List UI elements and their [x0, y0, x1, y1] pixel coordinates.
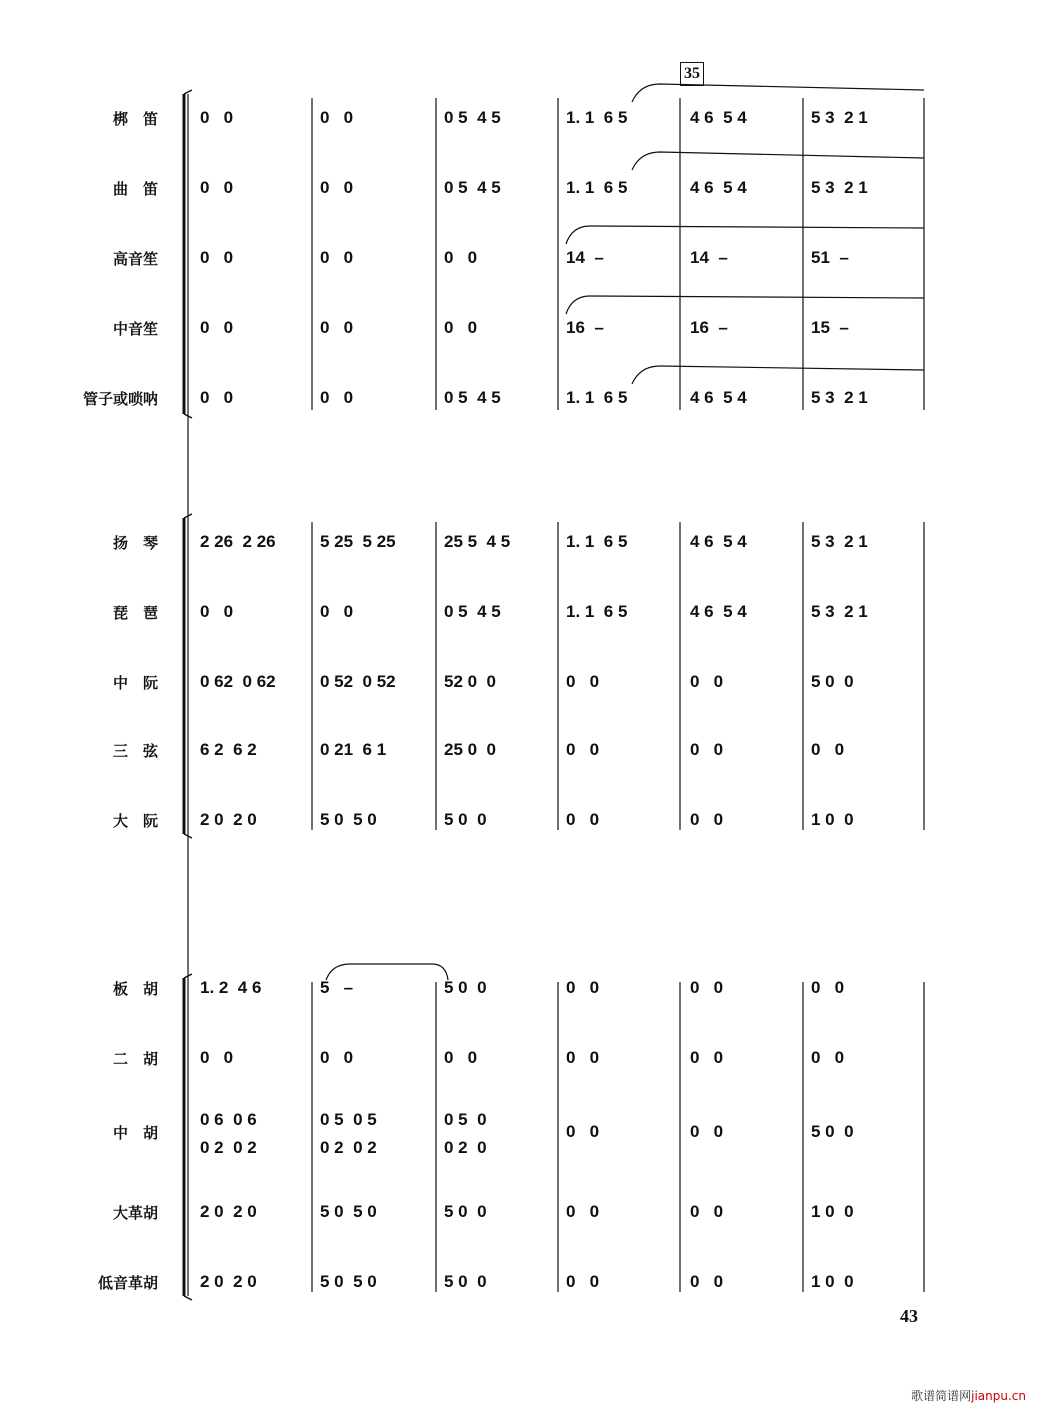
measure-cell: 1. 1 6 5 — [566, 108, 628, 127]
measure-cell: 0 0 — [320, 178, 354, 197]
measure-cell: 4 6 5 4 — [690, 108, 747, 127]
measure-cell: 0 21 6 1 — [320, 740, 387, 759]
measure-cell: 0 0 — [320, 108, 354, 127]
measure-cell: 0 0 — [200, 388, 234, 407]
measure-cell: 0 0 — [444, 318, 478, 337]
measure-cell: 0 0 — [690, 978, 724, 997]
measure-cell: 0 0 — [200, 1048, 234, 1067]
measure-cell: 6 2 6 2 — [200, 740, 257, 759]
measure-cell: 16 – — [566, 318, 604, 337]
bracket-hook — [184, 1296, 192, 1300]
measure-cell: 0 5 0 — [444, 1110, 487, 1129]
measure-cell: 0 0 — [690, 672, 724, 691]
measure-cell: 0 0 — [690, 810, 724, 829]
measure-cell: 0 0 — [811, 740, 845, 759]
instrument-label: 中音笙 — [112, 320, 158, 338]
instrument-label: 管子或唢呐 — [82, 390, 158, 408]
watermark-cn: 歌谱简谱网 — [911, 1389, 972, 1403]
measure-cell: 1. 1 6 5 — [566, 388, 628, 407]
measure-cell: 4 6 5 4 — [690, 532, 747, 551]
instrument-label: 大革胡 — [112, 1204, 158, 1222]
instrument-label: 扬 琴 — [112, 534, 158, 552]
measure-cell: 2 0 2 0 — [200, 1202, 257, 1221]
measure-cell: 2 26 2 26 — [200, 532, 276, 551]
measure-cell: 0 0 — [566, 740, 600, 759]
slur — [632, 366, 924, 384]
instrument-label: 大 阮 — [112, 812, 158, 830]
measure-cell: 1 0 0 — [811, 1272, 854, 1291]
measure-cell: 5 – — [320, 978, 354, 997]
measure-cell: 14 – — [566, 248, 604, 267]
measure-cell-lower: 0 2 0 2 — [200, 1138, 257, 1157]
instrument-label: 曲 笛 — [112, 180, 158, 198]
instrument-label: 板 胡 — [112, 980, 158, 998]
measure-cell: 5 0 5 0 — [320, 810, 377, 829]
measure-cell: 5 3 2 1 — [811, 178, 868, 197]
measure-cell: 0 5 0 5 — [320, 1110, 377, 1129]
measure-cell: 0 0 — [690, 1122, 724, 1141]
slur — [632, 84, 924, 102]
slur — [566, 296, 924, 314]
measure-cell: 0 0 — [320, 602, 354, 621]
measure-cell: 0 0 — [200, 248, 234, 267]
measure-cell: 0 0 — [690, 1048, 724, 1067]
measure-cell: 15 – — [811, 318, 849, 337]
measure-cell: 5 0 0 — [444, 1272, 487, 1291]
measure-cell-lower: 0 2 0 — [444, 1138, 487, 1157]
measure-cell: 0 0 — [811, 1048, 845, 1067]
measure-cell: 0 0 — [320, 248, 354, 267]
instrument-label: 琵 琶 — [112, 604, 158, 622]
measure-cell: 5 0 0 — [811, 672, 854, 691]
measure-cell: 5 3 2 1 — [811, 108, 868, 127]
measure-cell: 1 0 0 — [811, 1202, 854, 1221]
instrument-label: 低音革胡 — [97, 1274, 158, 1292]
instrument-label: 高音笙 — [112, 250, 158, 268]
measure-cell: 1 0 0 — [811, 810, 854, 829]
measure-cell: 0 6 0 6 — [200, 1110, 257, 1129]
measure-cell: 5 3 2 1 — [811, 602, 868, 621]
measure-cell: 5 3 2 1 — [811, 388, 868, 407]
measure-cell: 52 0 0 — [444, 672, 496, 691]
measure-cell: 0 0 — [566, 672, 600, 691]
slur — [632, 152, 924, 170]
measure-cell: 0 0 — [444, 1048, 478, 1067]
measure-cell: 0 0 — [566, 1202, 600, 1221]
measure-cell: 0 0 — [566, 1272, 600, 1291]
watermark-url: jianpu.cn — [971, 1389, 1026, 1403]
measure-cell: 0 62 0 62 — [200, 672, 276, 691]
measure-cell: 14 – — [690, 248, 728, 267]
measure-cell: 2 0 2 0 — [200, 810, 257, 829]
measure-cell: 0 0 — [566, 810, 600, 829]
measure-cell: 5 25 5 25 — [320, 532, 396, 551]
measure-cell: 0 0 — [566, 978, 600, 997]
measure-cell: 0 0 — [690, 1272, 724, 1291]
instrument-label: 梆 笛 — [112, 110, 158, 128]
bracket-hook — [184, 90, 192, 94]
watermark — [911, 1387, 1026, 1404]
measure-cell: 0 52 0 52 — [320, 672, 396, 691]
measure-cell: 5 0 0 — [811, 1122, 854, 1141]
measure-cell: 1. 1 6 5 — [566, 532, 628, 551]
measure-cell: 0 0 — [566, 1048, 600, 1067]
measure-cell: 0 0 — [566, 1122, 600, 1141]
measure-cell: 2 0 2 0 — [200, 1272, 257, 1291]
measure-cell: 0 0 — [320, 1048, 354, 1067]
instrument-label: 二 胡 — [112, 1050, 158, 1068]
measure-cell: 0 0 — [200, 178, 234, 197]
measure-cell: 5 0 0 — [444, 810, 487, 829]
instrument-label: 三 弦 — [112, 742, 158, 760]
measure-cell: 0 0 — [320, 318, 354, 337]
measure-cell: 0 0 — [690, 740, 724, 759]
measure-cell: 1. 1 6 5 — [566, 178, 628, 197]
measure-cell-lower: 0 2 0 2 — [320, 1138, 377, 1157]
measure-cell: 1. 2 4 6 — [200, 978, 262, 997]
rehearsal-mark: 35 — [680, 62, 704, 86]
measure-cell: 0 0 — [200, 602, 234, 621]
measure-cell: 0 5 4 5 — [444, 602, 501, 621]
measure-cell: 5 0 5 0 — [320, 1272, 377, 1291]
measure-cell: 16 – — [690, 318, 728, 337]
instrument-label: 中 胡 — [112, 1124, 158, 1142]
measure-cell: 0 5 4 5 — [444, 108, 501, 127]
page-number: 43 — [900, 1306, 918, 1326]
measure-cell: 0 5 4 5 — [444, 388, 501, 407]
measure-cell: 25 5 4 5 — [444, 532, 511, 551]
measure-cell: 5 0 0 — [444, 1202, 487, 1221]
measure-cell: 4 6 5 4 — [690, 178, 747, 197]
instrument-label: 中 阮 — [112, 674, 158, 692]
measure-cell: 0 0 — [811, 978, 845, 997]
measure-cell: 4 6 5 4 — [690, 602, 747, 621]
measure-cell: 4 6 5 4 — [690, 388, 747, 407]
measure-cell: 0 0 — [444, 248, 478, 267]
measure-cell: 25 0 0 — [444, 740, 496, 759]
measure-cell: 0 5 4 5 — [444, 178, 501, 197]
measure-cell: 0 0 — [200, 318, 234, 337]
slur — [566, 226, 924, 244]
measure-cell: 0 0 — [690, 1202, 724, 1221]
measure-cell: 0 0 — [200, 108, 234, 127]
measure-cell: 1. 1 6 5 — [566, 602, 628, 621]
measure-cell: 5 3 2 1 — [811, 532, 868, 551]
measure-cell: 5 0 0 — [444, 978, 487, 997]
measure-cell: 5 0 5 0 — [320, 1202, 377, 1221]
measure-cell: 0 0 — [320, 388, 354, 407]
measure-cell: 51 – — [811, 248, 849, 267]
